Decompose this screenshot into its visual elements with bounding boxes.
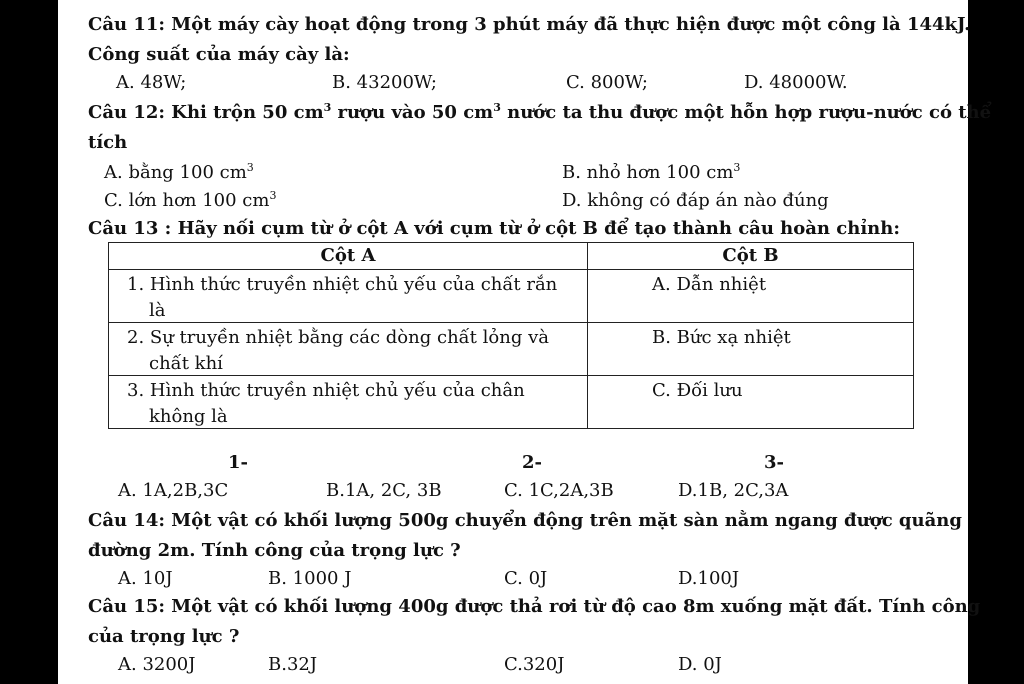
q12-line1: Câu 12: Khi trộn 50 $cm^3$ rượu vào 50 $cm^3$ nước ta thu được một hỗn hợp rượu-nước có thể — [88, 101, 992, 123]
row1-column-b: A. Dẫn nhiệt — [652, 274, 767, 295]
matching-table — [108, 242, 914, 429]
table-row — [109, 323, 914, 376]
table-header-row — [109, 243, 914, 270]
column-b-header: Cột B — [588, 243, 914, 270]
q15-option-b: B.32J — [268, 654, 318, 675]
row3-column-b: C. Đối lưu — [652, 380, 743, 401]
q14-option-a: A. 10J — [118, 568, 173, 589]
q14-option-b: B. 1000 J — [268, 568, 352, 589]
table-row — [109, 270, 914, 323]
q13-option-d: D.1B, 2C,3A — [678, 480, 789, 501]
row2-column-a: 2. Sự truyền nhiệt bằng các dòng chất lỏng và chất khí — [127, 327, 549, 374]
q15-option-d: D. 0J — [678, 654, 722, 675]
row3-column-a: 3. Hình thức truyền nhiệt chủ yếu của chân không là — [127, 380, 525, 427]
q12-option-b: B. nhỏ hơn 100 $cm^3$ — [562, 161, 741, 183]
answer-slot-1: 1- — [228, 452, 248, 473]
q12-option-a: A. bằng 100 $cm^3$ — [104, 161, 254, 183]
q14-line1: Câu 14: Một vật có khối lượng 500g chuyển động trên mặt sàn nằm ngang được quãng — [88, 510, 962, 531]
q11-option-d: D. 48000W. — [744, 72, 848, 93]
q12-option-d: D. không có đáp án nào đúng — [562, 190, 829, 211]
q13-option-b: B.1A, 2C, 3B — [326, 480, 442, 501]
q11-option-a: A. 48W; — [116, 72, 187, 93]
q13-option-c: C. 1C,2A,3B — [504, 480, 614, 501]
row2-column-b: B. Bức xạ nhiệt — [652, 327, 791, 348]
q14-option-c: C. 0J — [504, 568, 548, 589]
q11-option-c: C. 800W; — [566, 72, 648, 93]
q13-title: Câu 13 : Hãy nối cụm từ ở cột A với cụm từ ở cột B để tạo thành câu hoàn chỉnh: — [88, 218, 900, 239]
answer-slot-2: 2- — [522, 452, 542, 473]
column-a-header: Cột A — [109, 243, 588, 270]
q11-line1: Câu 11: Một máy cày hoạt động trong 3 phút máy đã thực hiện được một công là 144kJ. — [88, 14, 971, 35]
q15-line2: của trọng lực ? — [88, 626, 240, 647]
q11-option-b: B. 43200W; — [332, 72, 437, 93]
q15-option-a: A. 3200J — [118, 654, 196, 675]
q12-option-c: C. lớn hơn 100 $cm^3$ — [104, 189, 277, 211]
row1-column-a: 1. Hình thức truyền nhiệt chủ yếu của chất rắn là — [127, 274, 558, 321]
q15-line1: Câu 15: Một vật có khối lượng 400g được thả rơi từ độ cao 8m xuống mặt đất. Tính công — [88, 596, 981, 617]
table-row — [109, 376, 914, 429]
q15-option-c: C.320J — [504, 654, 565, 675]
q11-line2: Công suất của máy cày là: — [88, 44, 350, 65]
answer-slot-3: 3- — [764, 452, 784, 473]
document-page — [58, 0, 992, 684]
q14-line2: đường 2m. Tính công của trọng lực ? — [88, 540, 461, 561]
q12-line2: tích — [88, 132, 128, 153]
q13-option-a: A. 1A,2B,3C — [118, 480, 229, 501]
q14-option-d: D.100J — [678, 568, 740, 589]
